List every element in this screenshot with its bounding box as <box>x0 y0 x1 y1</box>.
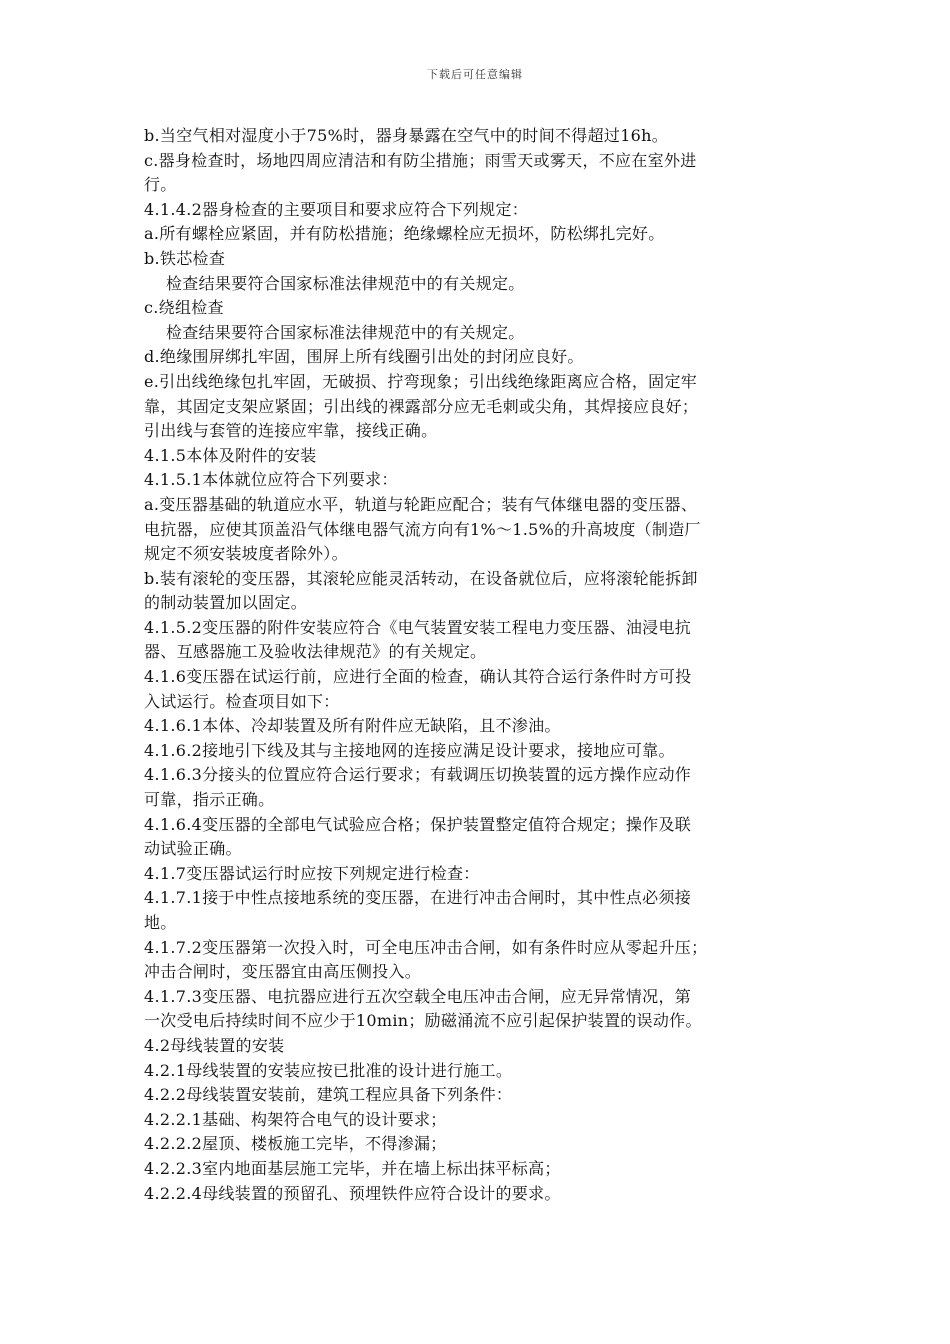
text-line: c.器身检查时，场地四周应清洁和有防尘措施；雨雪天或雾天，不应在室外进 <box>144 150 697 170</box>
text-line: 检查结果要符合国家标准法律规范中的有关规定。 <box>166 322 525 342</box>
text-line: 一次受电后持续时间不应少于10min；励磁涌流不应引起保护装置的误动作。 <box>144 1011 702 1031</box>
text-line: e.引出线绝缘包扎牢固，无破损、拧弯现象；引出线绝缘距离应合格，固定牢 <box>144 371 698 391</box>
text-line: 4.1.7.2变压器第一次投入时，可全电压冲击合闸，如有条件时应从零起升压； <box>144 937 708 957</box>
text-line: 4.1.6.4变压器的全部电气试验应合格；保护装置整定值符合规定；操作及联 <box>144 814 692 834</box>
text-line: 4.1.6.2接地引下线及其与主接地网的连接应满足设计要求，接地应可靠。 <box>144 740 675 760</box>
text-line: a.所有螺栓应紧固，并有防松措施；绝缘螺栓应无损坏，防松绑扎完好。 <box>144 224 665 244</box>
text-line: 4.2.2.4母线装置的预留孔、预埋铁件应符合设计的要求。 <box>144 1183 561 1203</box>
text-line: 4.1.7.3变压器、电抗器应进行五次空载全电压冲击合闸，应无异常情况，第 <box>144 986 692 1006</box>
text-line: d.绝缘围屏绑扎牢固，围屏上所有线圈引出处的封闭应良好。 <box>144 347 584 367</box>
text-line: 4.2.1母线装置的安装应按已批准的设计进行施工。 <box>144 1060 513 1080</box>
text-line: 行。 <box>144 175 177 195</box>
page-header-note: 下载后可任意编辑 <box>427 68 523 81</box>
text-line: 电抗器，应使其顶盖沿气体继电器气流方向有1%～1.5%的升高坡度（制造厂 <box>144 519 701 539</box>
text-line: 4.1.7.1接于中性点接地系统的变压器，在进行冲击合闸时，其中性点必须接 <box>144 888 692 908</box>
text-line: 4.2母线装置的安装 <box>144 1035 285 1055</box>
text-line: 4.1.5.2变压器的附件安装应符合《电气装置安装工程电力变压器、油浸电抗 <box>144 617 692 637</box>
text-line: 4.2.2.3室内地面基层施工完毕，并在墙上标出抹平标高； <box>144 1158 561 1178</box>
text-line: 4.1.4.2器身检查的主要项目和要求应符合下列规定： <box>144 199 529 219</box>
text-line: 靠，其固定支架应紧固；引出线的裸露部分应无毛刺或尖角，其焊接应良好； <box>144 396 699 416</box>
text-line: 的制动装置加以固定。 <box>144 593 308 613</box>
text-line: 入试运行。检查项目如下： <box>144 691 340 711</box>
text-line: 冲击合闸时，变压器宜由高压侧投入。 <box>144 962 422 982</box>
text-line: 动试验正确。 <box>144 839 242 859</box>
document-body <box>144 124 804 1206</box>
text-line: 4.1.6变压器在试运行前，应进行全面的检查，确认其符合运行条件时方可投 <box>144 667 692 687</box>
text-line: 规定不须安装坡度者除外）。 <box>144 544 348 564</box>
text-line: c.绕组检查 <box>144 298 224 318</box>
text-line: 器、互感器施工及验收法律规范》的有关规定。 <box>144 642 487 662</box>
text-line: 引出线与套管的连接应牢靠，接线正确。 <box>144 421 438 441</box>
text-line: 4.1.6.1本体、冷却装置及所有附件应无缺陷，且不渗油。 <box>144 716 561 736</box>
text-line: b.当空气相对湿度小于75%时，器身暴露在空气中的时间不得超过16h。 <box>144 126 669 145</box>
text-line: 4.2.2.1基础、构架符合电气的设计要求； <box>144 1109 447 1129</box>
text-line: 可靠，指示正确。 <box>144 790 275 810</box>
text-line: a.变压器基础的轨道应水平，轨道与轮距应配合；装有气体继电器的变压器、 <box>144 494 698 514</box>
text-line: 检查结果要符合国家标准法律规范中的有关规定。 <box>166 273 525 293</box>
text-line: 4.1.6.3分接头的位置应符合运行要求；有载调压切换装置的远方操作应动作 <box>144 765 692 785</box>
text-line: 地。 <box>144 913 177 932</box>
text-line: b.铁芯检查 <box>144 248 226 268</box>
text-line: b.装有滚轮的变压器，其滚轮应能灵活转动，在设备就位后，应将滚轮能拆卸 <box>144 568 698 588</box>
text-line: 4.2.2.2屋顶、楼板施工完毕，不得渗漏； <box>144 1134 447 1154</box>
text-line: 4.1.7变压器试运行时应按下列规定进行检查： <box>144 863 480 883</box>
text-line: 4.1.5.1本体就位应符合下列要求： <box>144 470 398 490</box>
text-line: 4.1.5本体及附件的安装 <box>144 445 317 465</box>
text-line: 4.2.2母线装置安装前，建筑工程应具备下列条件： <box>144 1085 513 1105</box>
